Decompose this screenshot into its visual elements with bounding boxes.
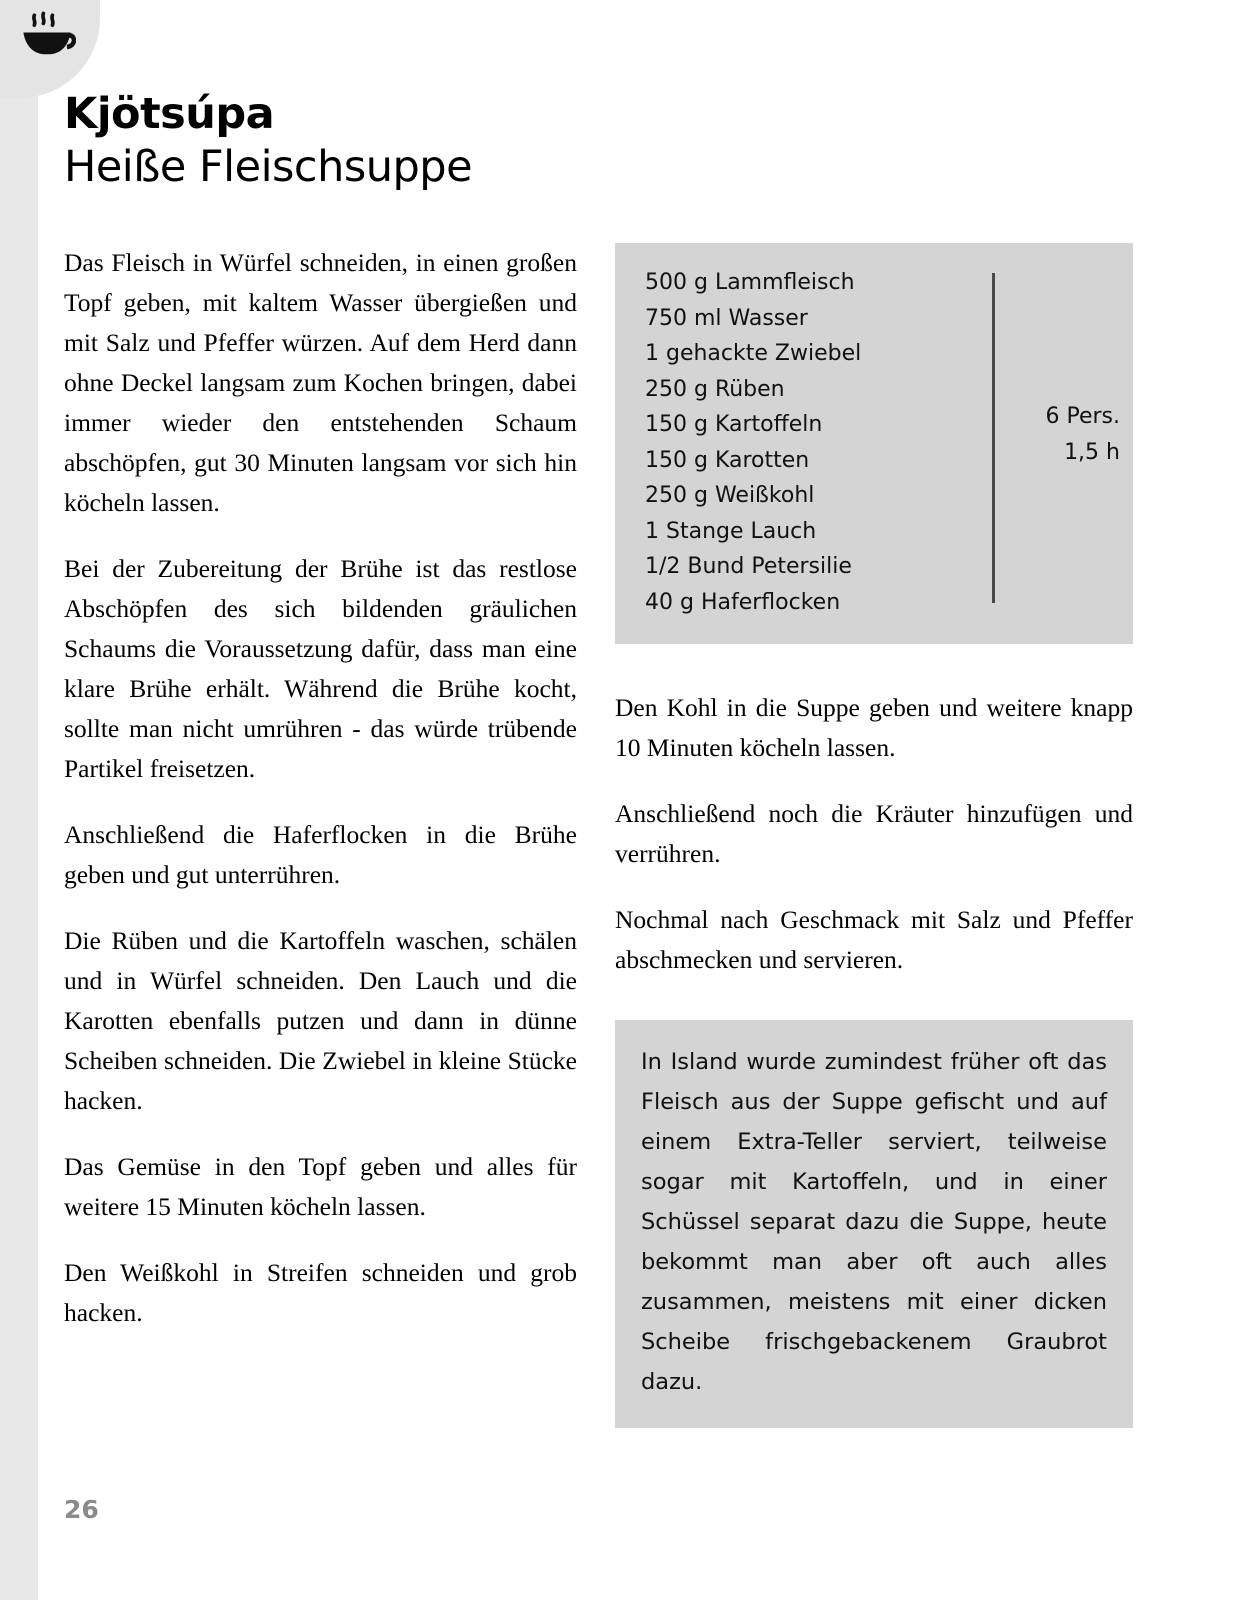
ingredient-item: 1/2 Bund Petersilie [645,554,852,579]
ingredients-box [615,243,1133,644]
recipe-subtitle: Heiße Fleischsuppe [64,142,473,192]
paragraph: Das Gemüse in den Topf geben und alles für weitere 15 Minuten köcheln lassen. [64,1152,577,1221]
ingredient-item: 750 ml Wasser [645,305,808,331]
page-title-block [64,88,964,194]
ingredient-item: 1 gehackte Zwiebel [645,341,862,366]
page-number: 26 [64,1495,99,1524]
paragraph: Das Fleisch in Würfel schneiden, in einen großen Topf geben, mit kaltem Wasser übergießen und mit Salz und Pfeffer würzen. Auf dem Herd dann ohne Deckel langsam zum Kochen bringen, dabei immer wieder den entstehenden Schaum abschöpfen, gut 30 Minuten langsam vor sich hin köcheln lassen. [64,248,577,517]
soup-bowl-icon [18,8,76,66]
ingredients-list [615,265,1005,620]
ingredient-item: 1 Stange Lauch [645,518,817,544]
paragraph: Den Weißkohl in Streifen schneiden und grob hacken. [64,1258,577,1327]
ingredient-item: 40 g Haferflocken [645,589,841,615]
left-text-column [64,243,577,1333]
ingredient-item: 250 g Weißkohl [645,483,815,508]
note-text: In Island wurde zumindest früher oft das Fleisch aus der Suppe gefischt und auf einem Extra-Teller serviert, teilweise sogar mit Kartoffeln, und in einer Schüssel separat dazu die Suppe, heute bekommt man aber oft auch alles zusammen, meistens mit einer dicken Scheibe frischgebackenem Graubrot dazu. [641,1049,1107,1395]
paragraph: Bei der Zubereitung der Brühe ist das restlose Abschöpfen des sich bildenden gräulichen Schaums die Voraussetzung dafür, dass man eine klare Brühe erhält. Während die Brühe kocht, sollte man nicht umrühren - das würde trübende Partikel freisetzen. [64,554,577,783]
paragraph: Den Kohl in die Suppe geben und weitere knapp 10 Minuten köcheln lassen. [615,693,1133,762]
left-margin-bar [0,0,38,1600]
ingredients-meta [1010,399,1120,470]
ingredient-item: 250 g Rüben [645,376,785,402]
paragraph: Anschließend noch die Kräuter hinzufügen und verrühren. [615,799,1133,868]
paragraph: Die Rüben und die Kartoffeln waschen, schälen und in Würfel schneiden. Den Lauch und die Karotten ebenfalls putzen und dann in dünne Scheiben schneiden. Die Zwiebel in kleine Stücke hacken. [64,926,577,1115]
ingredient-item: 150 g Kartoffeln [645,412,823,437]
ingredients-divider [992,273,995,603]
servings-value: 6 Pers. [1045,404,1120,429]
ingredient-item: 500 g Lammfleisch [645,270,855,295]
paragraph: Anschließend die Haferflocken in die Brühe geben und gut unterrühren. [64,820,577,889]
recipe-title: Kjötsúpa [64,89,275,139]
recipe-icon-badge [0,0,100,98]
note-box [615,1020,1133,1428]
paragraph: Nochmal nach Geschmack mit Salz und Pfeffer abschmecken und servieren. [615,905,1133,974]
ingredient-item: 150 g Karotten [645,447,810,473]
time-value: 1,5 h [1064,439,1120,465]
right-text-column [615,243,1133,1428]
